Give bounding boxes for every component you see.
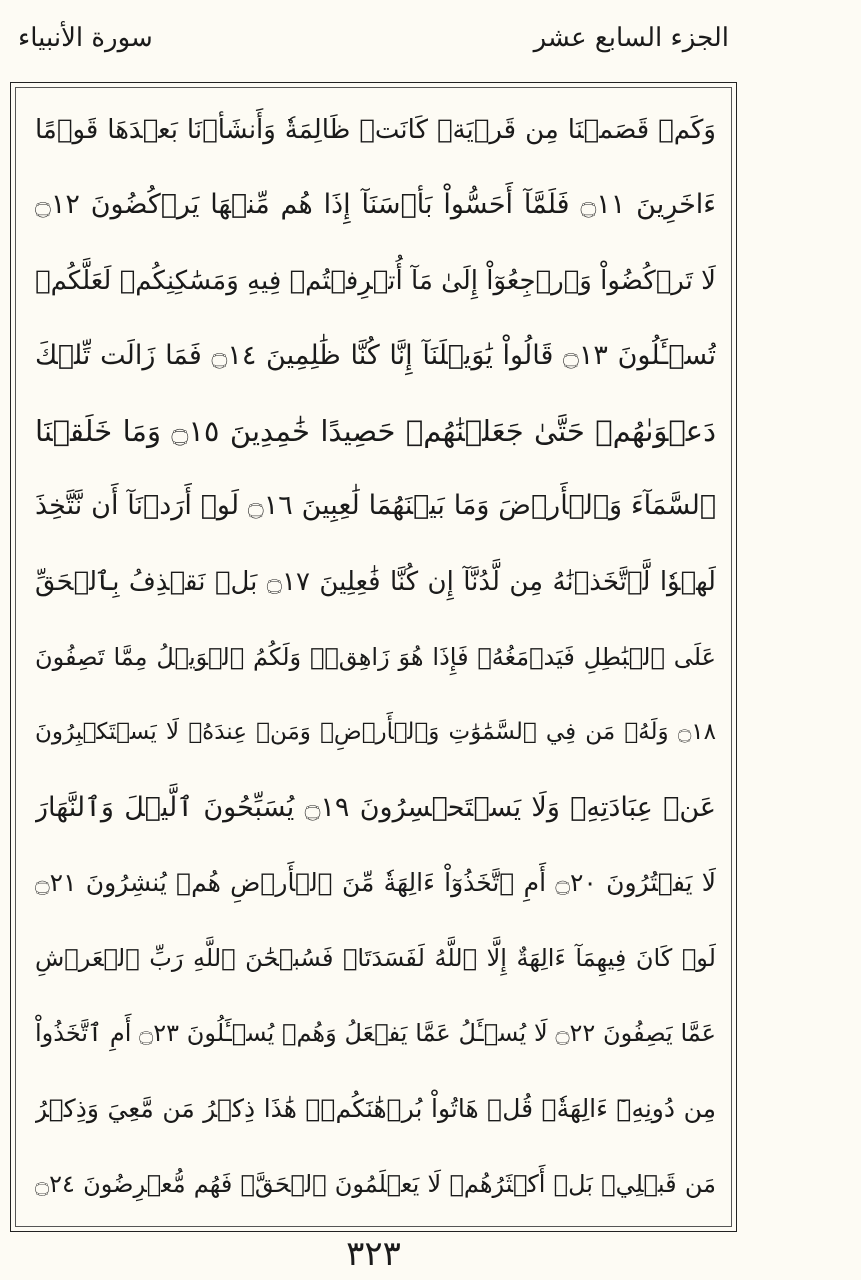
verse-lines [35, 95, 716, 1219]
text-frame [10, 82, 737, 1232]
surah-title: سورة الأنبياء [18, 23, 153, 53]
page-number: ٣٢٣ [346, 1234, 401, 1274]
juz-title: الجزء السابع عشر [533, 23, 729, 53]
verse-line: لَهۡوٗا لَّٱتَّخَذۡنَٰهُ مِن لَّدُنَّآ إِن كُنَّا فَٰعِلِينَ ۝١٧ بَلۡ نَقۡذِفُ بِٱلۡحَقِّ [35, 566, 716, 597]
page-header [18, 14, 729, 62]
verse-line: عَنۡ عِبَادَتِهِۦ وَلَا يَسۡتَحۡسِرُونَ ۝١٩ يُسَبِّحُونَ ٱلَّيۡلَ وَٱلنَّهَارَ [35, 791, 716, 823]
verse-line: ۝١٨ وَلَهُۥ مَن فِي ٱلسَّمَٰوَٰتِ وَٱلۡأَرۡضِۚ وَمَنۡ عِندَهُۥ لَا يَسۡتَكۡبِرُونَ [35, 719, 716, 746]
verse-line: عَمَّا يَصِفُونَ ۝٢٢ لَا يُسۡـَٔلُ عَمَّا يَفۡعَلُ وَهُمۡ يُسۡـَٔلُونَ ۝٢٣ أَمِ ٱتَّخَذُواْ [35, 1019, 716, 1048]
verse-line: لَا تَرۡكُضُواْ وَٱرۡجِعُوٓاْ إِلَىٰ مَآ أُتۡرِفۡتُمۡ فِيهِ وَمَسَٰكِنِكُمۡ لَعَلَّكُمۡ [35, 265, 716, 296]
verse-line: تُسۡـَٔلُونَ ۝١٣ قَالُواْ يَٰوَيۡلَنَآ إِنَّا كُنَّا ظَٰلِمِينَ ۝١٤ فَمَا زَالَت تِّلۡكَ [35, 339, 716, 371]
verse-line: وَكَمۡ قَصَمۡنَا مِن قَرۡيَةٖ كَانَتۡ ظَالِمَةٗ وَأَنشَأۡنَا بَعۡدَهَا قَوۡمًا [35, 115, 716, 145]
verse-line: لَوۡ كَانَ فِيهِمَآ ءَالِهَةٌ إِلَّا ٱللَّهُ لَفَسَدَتَاۚ فَسُبۡحَٰنَ ٱللَّهِ رَبِّ ٱلۡعَرۡشِ [35, 944, 716, 973]
verse-line: مِن دُونِهِۦٓ ءَالِهَةٗۖ قُلۡ هَاتُواْ بُرۡهَٰنَكُمۡۖ هَٰذَا ذِكۡرُ مَن مَّعِيَ وَذِكۡرُ [35, 1093, 716, 1123]
verse-line: لَا يَفۡتُرُونَ ۝٢٠ أَمِ ٱتَّخَذُوٓاْ ءَالِهَةٗ مِّنَ ٱلۡأَرۡضِ هُمۡ يُنشِرُونَ ۝٢١ [35, 867, 716, 897]
verse-line: ٱلسَّمَآءَ وَٱلۡأَرۡضَ وَمَا بَيۡنَهُمَا لَٰعِبِينَ ۝١٦ لَوۡ أَرَدۡنَآ أَن نَّتَّخِذَ [35, 490, 716, 522]
verse-line: ءَاخَرِينَ ۝١١ فَلَمَّآ أَحَسُّواْ بَأۡسَنَآ إِذَا هُم مِّنۡهَا يَرۡكُضُونَ ۝١٢ [35, 189, 716, 221]
verse-line: دَعۡوَىٰهُمۡ حَتَّىٰ جَعَلۡنَٰهُمۡ حَصِيدًا خَٰمِدِينَ ۝١٥ وَمَا خَلَقۡنَا [35, 414, 716, 449]
verse-line: مَن قَبۡلِيۚ بَلۡ أَكۡثَرُهُمۡ لَا يَعۡلَمُونَ ٱلۡحَقَّۖ فَهُم مُّعۡرِضُونَ ۝٢٤ [35, 1169, 716, 1198]
verse-line: عَلَى ٱلۡبَٰطِلِ فَيَدۡمَغُهُۥ فَإِذَا هُوَ زَاهِقٞۚ وَلَكُمُ ٱلۡوَيۡلُ مِمَّا تَصِفُونَ [35, 642, 716, 671]
